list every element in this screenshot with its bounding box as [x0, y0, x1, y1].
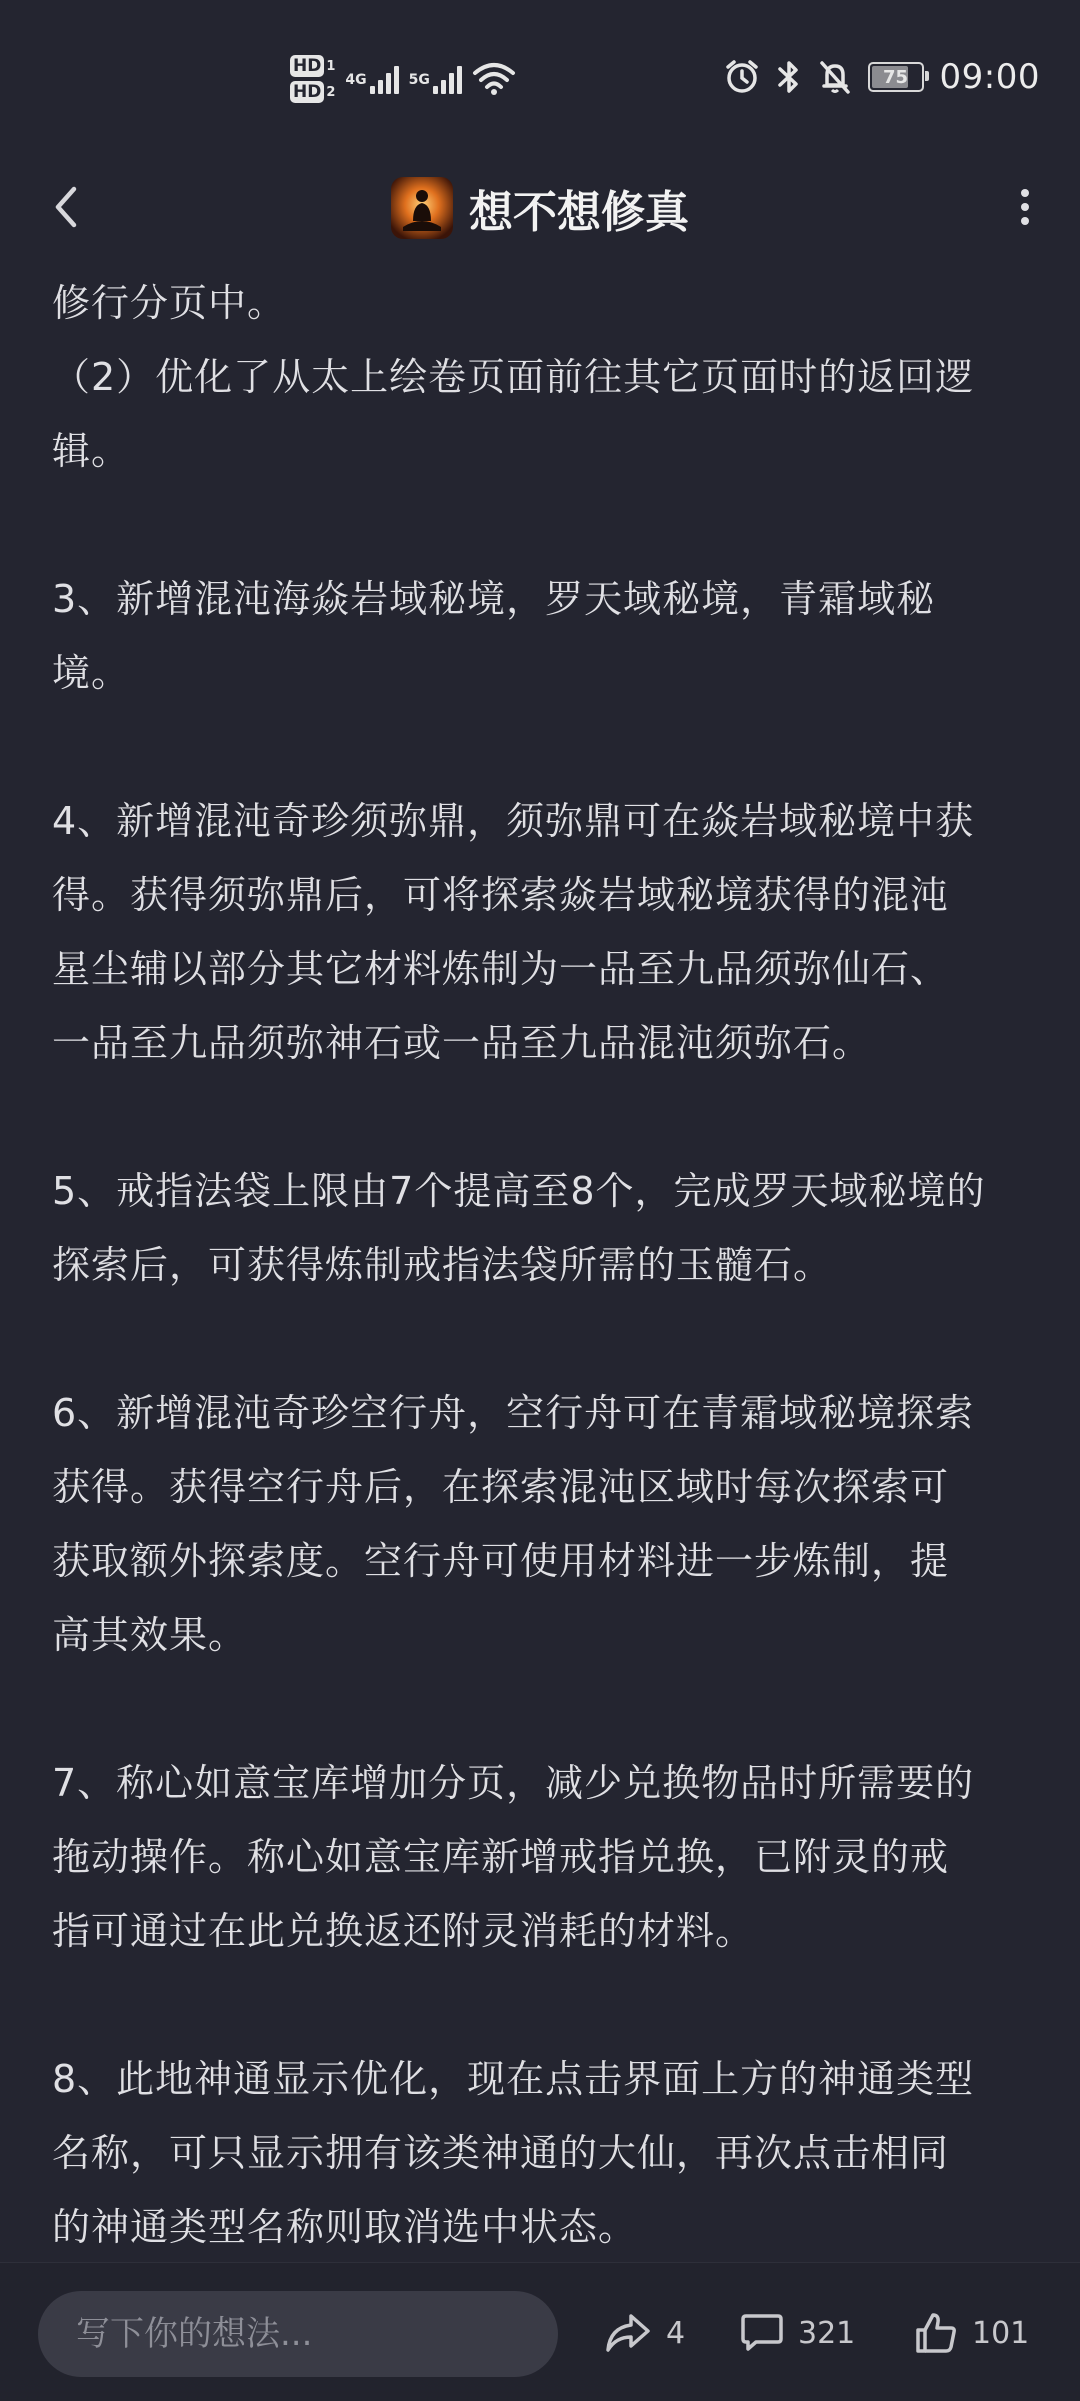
like-count: 101 [972, 2315, 1030, 2351]
network-type-label: 4G [345, 72, 367, 88]
article-paragraph: 修行分页中。 （2）优化了从太上绘卷页面前往其它页面时的返回逻 辑。 [52, 281, 975, 473]
paragraph-spacer [52, 1968, 1042, 2042]
more-vertical-icon [1019, 187, 1031, 227]
status-left [290, 44, 516, 114]
article-paragraph: 7、称心如意宝库增加分页，减少兑换物品时所需要的 拖动操作。称心如意宝库新增戒指兑换，已附灵的戒 指可通过在此兑换返还附灵消耗的材料。 [52, 1761, 975, 1953]
clock: 09:00 [939, 57, 1040, 97]
paragraph-spacer [52, 1080, 1042, 1154]
article-paragraph: 3、新增混沌海焱岩域秘境，罗天域秘境，青霜域秘 境。 [52, 577, 936, 695]
battery-level: 75 [882, 66, 909, 88]
hd-sim-number: 1 [326, 58, 336, 74]
article-content[interactable] [52, 266, 1042, 2256]
hd-sim-number: 2 [326, 84, 336, 100]
app-header [0, 150, 1080, 265]
wifi-icon [472, 61, 516, 97]
comment-button[interactable] [740, 2303, 855, 2363]
status-bar [0, 0, 1080, 150]
app-logo[interactable] [391, 177, 453, 239]
signal-5g [409, 64, 462, 94]
hd-badge: HD [290, 55, 324, 77]
like-button[interactable] [914, 2303, 1029, 2363]
comment-icon [740, 2312, 784, 2354]
signal-bars-icon [433, 64, 462, 94]
page-title: 想不想修真 [469, 186, 689, 238]
status-right [724, 52, 1040, 102]
paragraph-spacer [52, 1302, 1042, 1376]
article-paragraph: 5、戒指法袋上限由7个提高至8个，完成罗天域秘境的 探索后，可获得炼制戒指法袋所需的玉髓石。 [52, 1169, 986, 1287]
article-paragraph: 4、新增混沌奇珍须弥鼎，须弥鼎可在焱岩域秘境中获 得。获得须弥鼎后，可将探索焱岩域秘境获得的混沌 星尘辅以部分其它材料炼制为一品至九品须弥仙石、 一品至九品须弥神石或一品至九品混沌须弥石。 [52, 799, 975, 1065]
hd-badge: HD [290, 81, 324, 103]
alarm-icon [724, 59, 760, 95]
bluetooth-icon [776, 59, 802, 95]
battery-icon [868, 62, 924, 92]
meditating-figure-icon [391, 177, 453, 239]
comment-count: 321 [798, 2315, 856, 2351]
share-icon [604, 2312, 652, 2354]
share-button[interactable] [604, 2303, 685, 2363]
hd-indicator-1 [290, 55, 335, 77]
article-paragraph: 6、新增混沌奇珍空行舟，空行舟可在青霜域秘境探索 获得。获得空行舟后，在探索混沌区域时每次探索可 获取额外探索度。空行舟可使用材料进一步炼制，提 高其效果。 [52, 1391, 975, 1657]
network-type-label: 5G [408, 72, 430, 88]
hd-indicator-2 [290, 81, 335, 103]
mute-bell-icon [818, 59, 852, 95]
thumbs-up-icon [914, 2311, 958, 2355]
share-count: 4 [666, 2315, 686, 2351]
signal-4g [345, 64, 398, 94]
title-wrap [0, 150, 1080, 265]
more-options-button[interactable] [990, 172, 1060, 242]
paragraph-spacer [52, 488, 1042, 562]
signal-bars-icon [370, 64, 399, 94]
bottom-action-bar [0, 2262, 1080, 2401]
paragraph-spacer [52, 710, 1042, 784]
comment-input[interactable] [38, 2291, 558, 2377]
hd-indicators [290, 55, 335, 103]
article-paragraph: 8、此地神通显示优化，现在点击界面上方的神通类型 名称，可只显示拥有该类神通的大仙，再次点击相同 的神通类型名称则取消选中状态。 [52, 2057, 975, 2249]
paragraph-spacer [52, 1672, 1042, 1746]
